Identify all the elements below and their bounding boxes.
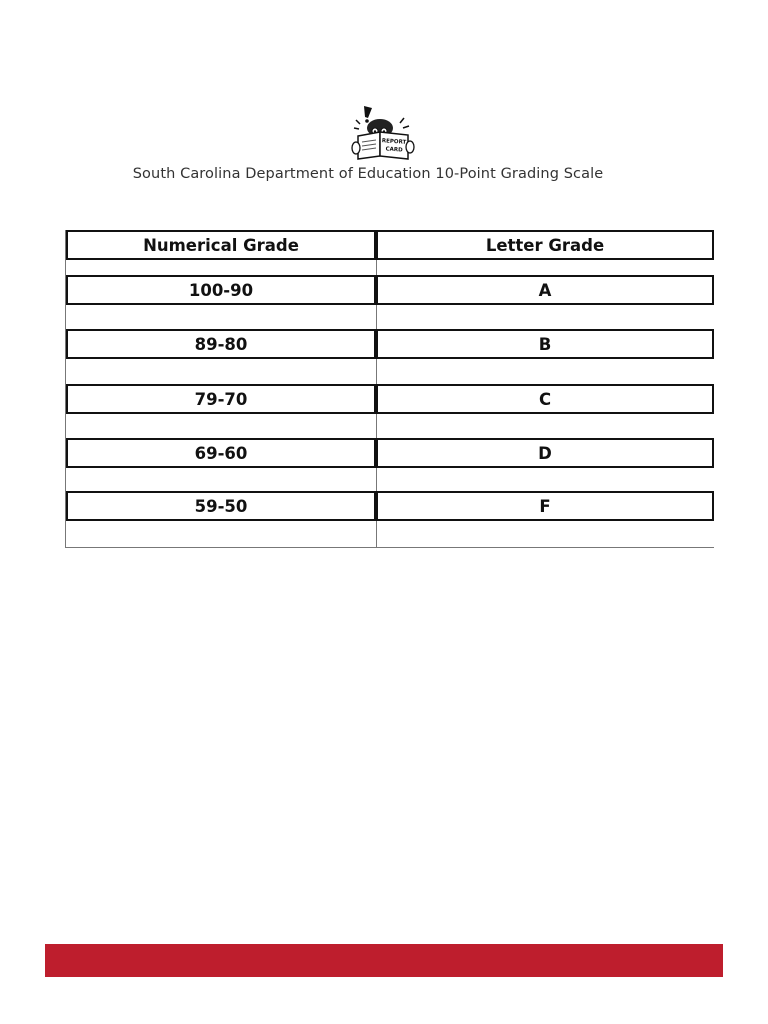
header-letter-grade: Letter Grade <box>376 230 714 260</box>
table-row <box>66 491 714 521</box>
letter-grade-cell: D <box>376 438 714 468</box>
letter-grade-cell: B <box>376 329 714 359</box>
letter-grade-cell: A <box>376 275 714 305</box>
numerical-grade-cell: 59-50 <box>66 491 376 521</box>
table-spacer-row <box>66 305 714 330</box>
numerical-grade-cell: 79-70 <box>66 384 376 414</box>
table-row <box>66 275 714 305</box>
table-spacer-row <box>66 359 714 384</box>
document-title: South Carolina Department of Education 10-Point Grading Scale <box>132 166 604 182</box>
numerical-grade-cell: 100-90 <box>66 275 376 305</box>
table-row <box>66 438 714 468</box>
letter-grade-cell: C <box>376 384 714 414</box>
numerical-grade-cell: 69-60 <box>66 438 376 468</box>
footer-bar <box>45 944 723 977</box>
table-spacer-row <box>66 414 714 439</box>
header-numerical-grade: Numerical Grade <box>66 230 376 260</box>
numerical-grade-cell: 89-80 <box>66 329 376 359</box>
table-header-row <box>66 230 714 260</box>
table-spacer-row <box>66 468 714 492</box>
grading-scale-table <box>65 230 714 548</box>
table-spacer-row <box>66 260 714 275</box>
table-row <box>66 329 714 359</box>
table-spacer-row <box>66 521 714 547</box>
letter-grade-cell: F <box>376 491 714 521</box>
table-row <box>66 384 714 414</box>
svg-text:REPORT: REPORT <box>381 138 407 146</box>
report-card-reader-icon <box>346 104 418 162</box>
svg-text:CARD: CARD <box>385 146 403 154</box>
